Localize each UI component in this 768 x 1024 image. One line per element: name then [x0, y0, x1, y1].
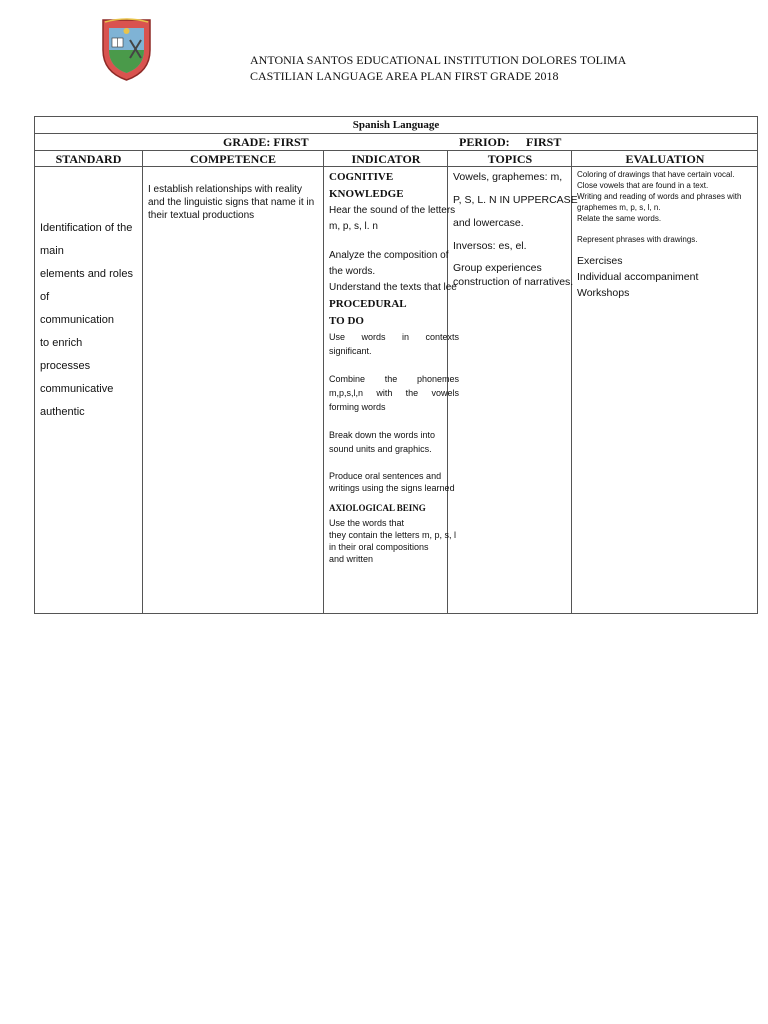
plan-title: CASTILIAN LANGUAGE AREA PLAN FIRST GRADE 2018 — [250, 69, 559, 83]
period-label: PERIOD: — [459, 135, 510, 149]
column-header-row — [35, 151, 757, 167]
standard-cell — [40, 217, 145, 424]
indicator-item: they contain the letters m, p, s, l — [329, 530, 457, 540]
topic-item: Group experiences construction of narratives. — [453, 262, 574, 288]
cognitive-knowledge-heading: COGNITIVE KNOWLEDGE — [329, 171, 404, 200]
indicator-item: Use the words that — [329, 518, 405, 528]
standard-line: elements and roles of — [40, 268, 133, 303]
topic-item: P, S, L. N IN UPPERCASE — [453, 194, 578, 206]
evaluation-item: Coloring of drawings that have certain vocal. — [577, 170, 735, 179]
evaluation-item: Workshops — [577, 287, 630, 299]
indicator-item: in their oral compositions — [329, 542, 429, 552]
column-divider — [323, 151, 324, 613]
area-plan-table — [34, 116, 758, 614]
subject-row: Spanish Language — [35, 117, 757, 134]
col-header-evaluation: EVALUATION — [625, 152, 705, 166]
evaluation-item: Exercises — [577, 255, 623, 267]
indicator-item: Use words in contexts significant. — [329, 332, 459, 356]
institution-name: ANTONIA SANTOS EDUCATIONAL INSTITUTION DOLORES TOLIMA — [250, 53, 627, 67]
evaluation-item: Writing and reading of words and phrases with graphemes m, p, s, l, n. — [577, 192, 742, 212]
evaluation-item: Individual accompaniment — [577, 271, 699, 283]
indicator-item: Hear the sound of the letters m, p, s, l. n — [329, 205, 456, 232]
indicator-item: Analyze the composition of the words. — [329, 250, 449, 277]
school-crest-logo — [101, 16, 152, 82]
evaluation-item: Represent phrases with drawings. — [577, 235, 698, 244]
to-do-heading: TO DO — [329, 315, 364, 327]
indicator-item: Break down the words into sound units and graphics. — [329, 430, 436, 454]
standard-line: main — [40, 245, 64, 257]
standard-line: processes — [40, 360, 91, 372]
evaluation-cell — [577, 169, 767, 301]
topic-item: Inversos: es, el. — [453, 240, 527, 252]
topics-cell — [453, 169, 583, 289]
evaluation-item: Close vowels that are found in a text. — [577, 181, 709, 190]
standard-line: Identification of the — [40, 222, 133, 234]
topic-item: and lowercase. — [453, 217, 524, 229]
indicator-item: Combine the phonemes m,p,s,l,n with the vowels forming words — [329, 374, 459, 412]
indicator-cell — [329, 169, 459, 565]
grade-period-row — [35, 134, 757, 151]
col-header-standard: STANDARD — [55, 152, 122, 166]
col-header-competence: COMPETENCE — [189, 152, 276, 166]
topic-item: Vowels, graphemes: m, — [453, 171, 563, 183]
procedural-heading: PROCEDURAL — [329, 298, 407, 310]
col-header-indicator: INDICATOR — [351, 152, 421, 166]
competence-cell: I establish relationships with reality and the linguistic signs that name it in their textual productions — [148, 184, 315, 221]
document-header — [250, 52, 626, 84]
standard-line: communicative — [40, 383, 114, 395]
evaluation-item: Relate the same words. — [577, 214, 662, 223]
col-header-topics: TOPICS — [487, 152, 533, 166]
standard-line: to enrich — [40, 337, 83, 349]
indicator-item: Produce oral sentences and writings using the signs learned — [329, 471, 455, 493]
period-value: FIRST — [526, 135, 562, 149]
indicator-item: and written — [329, 554, 374, 564]
grade-label: GRADE: FIRST — [223, 135, 309, 149]
standard-line: authentic — [40, 406, 85, 418]
indicator-item: Understand the texts that lee — [329, 282, 457, 293]
axiological-being-heading: AXIOLOGICAL BEING — [329, 503, 426, 513]
standard-line: communication — [40, 314, 114, 326]
